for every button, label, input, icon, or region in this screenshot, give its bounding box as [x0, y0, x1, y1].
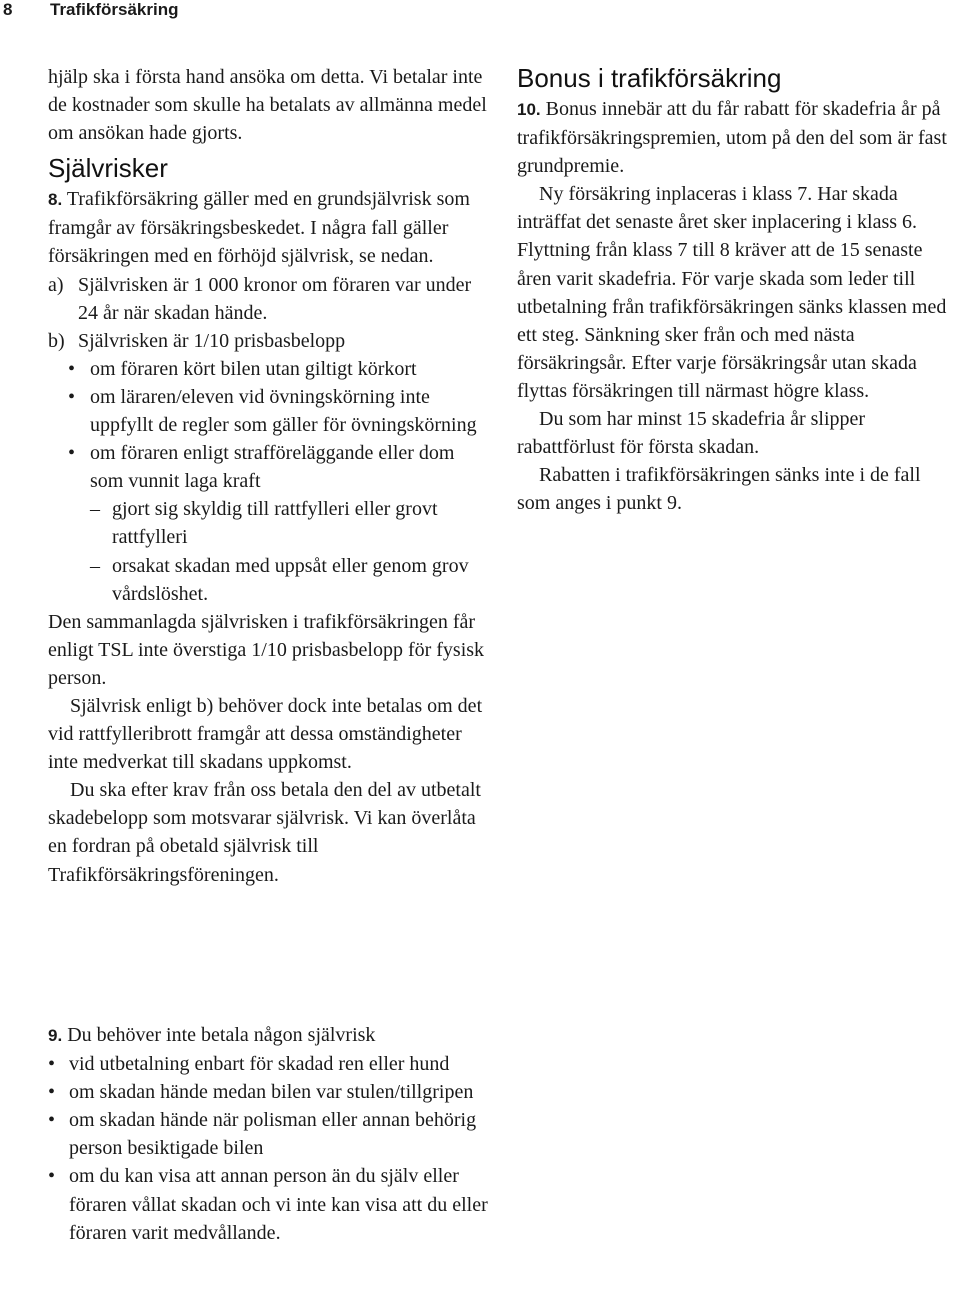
- dash-text: orsakat skadan med uppsåt eller genom grov vårdslöshet.: [112, 554, 469, 605]
- bullet-item: [48, 1050, 488, 1078]
- bullet-item: [48, 1162, 488, 1246]
- dash-text: gjort sig skyldig till rattfylleri eller grovt rattfylleri: [112, 498, 438, 549]
- list-item-b: [48, 327, 488, 355]
- bullet-marker: •: [48, 1053, 56, 1076]
- paragraph-rattfylleri: Självrisk enligt b) behöver dock inte betalas om det vid rattfylleribrott framgår att dessa omständigheter inte medverkat till skadans uppkomst.: [48, 694, 483, 774]
- bullet-text: om skadan hände när polisman eller annan behörig person besiktigade bilen: [69, 1109, 477, 1160]
- paragraph-max-sjalvrisk: Den sammanlagda självrisken i trafikförsäkringen får enligt TSL inte överstiga 1/10 prisbasbelopp för fysisk person.: [48, 610, 485, 689]
- dash-marker: –: [90, 498, 100, 521]
- clause-number: 9.: [48, 1026, 63, 1045]
- dash-marker: –: [90, 554, 100, 577]
- clause-text: Du behöver inte betala någon självrisk: [67, 1024, 376, 1046]
- bullet-text: om du kan visa att annan person än du själv eller föraren vållat skadan och vi inte kan visa att du eller föraren varit medvållande.: [69, 1165, 488, 1244]
- bullet-text: om föraren kört bilen utan giltigt körkort: [90, 357, 417, 380]
- bullet-marker: •: [68, 385, 76, 408]
- clause-text: Bonus innebär att du får rabatt för skadefria år på trafikförsäkringspremien, utom på den del som är fast grundpremie.: [517, 98, 947, 178]
- bottom-section: [48, 1021, 488, 1247]
- bullet-marker: •: [68, 357, 76, 380]
- bullet-text: om skadan hände medan bilen var stulen/tillgripen: [69, 1081, 474, 1104]
- bullet-text: om läraren/eleven vid övningskörning inte uppfyllt de regler som gäller för övningskörning: [90, 385, 477, 437]
- clause-8: [48, 185, 488, 270]
- list-item-a: [48, 271, 488, 327]
- running-title: Trafikförsäkring: [50, 0, 179, 19]
- bullet-text: vid utbetalning enbart för skadad ren eller hund: [69, 1053, 450, 1076]
- bullet-item: [48, 355, 488, 383]
- paragraph-betalning: Du ska efter krav från oss betala den del av utbetalt skadebelopp som motsvarar självrisk. Vi kan överlåta en fordran på obetald självrisk till Trafikförsäkringsföreningen.: [48, 779, 481, 886]
- clause-number: 10.: [517, 100, 541, 119]
- section-heading-bonus: Bonus i trafikförsäkring: [517, 63, 782, 93]
- item-label: b): [48, 329, 65, 352]
- paragraph-skadefria: Du som har minst 15 skadefria år slipper rabattförlust för första skadan.: [517, 408, 866, 459]
- clause-text: Trafikförsäkring gäller med en grundsjälvrisk som framgår av försäkringsbeskedet. I några fall gäller försäkringen med en förhöjd självrisk, se nedan.: [48, 188, 470, 268]
- dash-item: [48, 495, 488, 551]
- bullet-text: om föraren enligt strafföreläggande eller dom som vunnit laga kraft: [90, 442, 455, 493]
- bullet-item: [48, 439, 488, 495]
- right-column: [517, 63, 957, 517]
- left-column: [48, 63, 488, 889]
- running-head: [0, 0, 960, 20]
- paragraph-rabatt: Rabatten i trafikförsäkringen sänks inte i de fall som anges i punkt 9.: [517, 464, 921, 515]
- page-number: 8: [3, 0, 13, 19]
- bullet-marker: •: [48, 1109, 56, 1132]
- clause-number: 8.: [48, 190, 63, 210]
- item-text: Självrisken är 1/10 prisbasbelopp: [78, 329, 346, 352]
- bullet-marker: •: [48, 1165, 56, 1188]
- clause-10: [517, 95, 957, 180]
- intro-paragraph: hjälp ska i första hand ansöka om detta. Vi betalar inte de kostnader som skulle ha betalats av allmänna medel om ansökan hade gjorts.: [48, 66, 487, 145]
- clause-9: [48, 1021, 488, 1050]
- bullet-marker: •: [68, 442, 76, 465]
- section-heading-sjalvrisker: Självrisker: [48, 153, 168, 184]
- paragraph-klass: Ny försäkring inplaceras i klass 7. Har skada inträffat det senaste året sker inplacering i klass 6. Flyttning från klass 7 till 8 kräver att de 15 senaste åren varit skadefria. För varje skada som leder till utbetalning från trafikförsäkringen sänks klassen med ett steg. Sänkning sker från och med nästa försäkringsår. Efter varje försäkringsår utan skada flyttas försäkringen till närmast högre klass.: [517, 183, 947, 402]
- bullet-item: [48, 383, 488, 439]
- bullet-item: [48, 1078, 488, 1106]
- item-text: Självrisken är 1 000 kronor om föraren var under 24 år när skadan hände.: [78, 273, 472, 324]
- bullet-marker: •: [48, 1081, 56, 1104]
- item-label: a): [48, 273, 64, 296]
- dash-item: [48, 552, 488, 608]
- bullet-item: [48, 1106, 488, 1162]
